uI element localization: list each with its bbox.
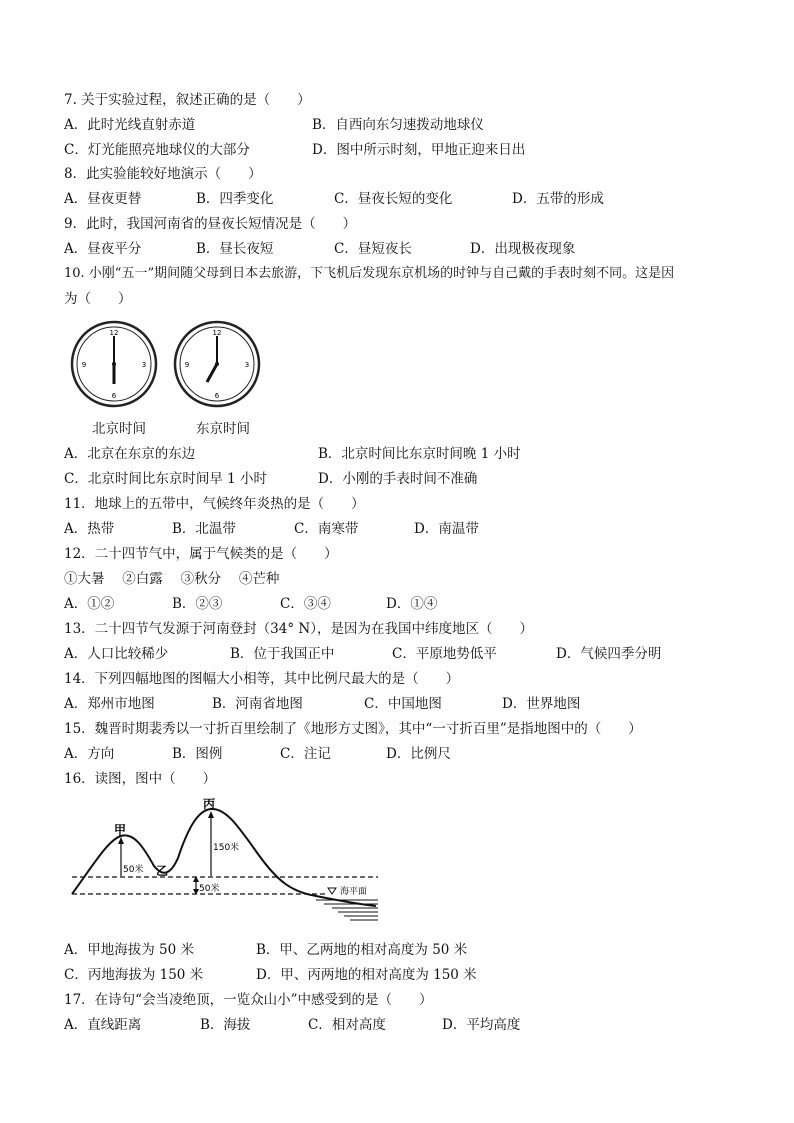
q10-option-a: A．北京在东京的东边 — [64, 446, 196, 462]
svg-text:6: 6 — [111, 392, 117, 400]
label-bing: 丙 — [203, 797, 216, 811]
q12-option-d: D．①④ — [386, 596, 438, 612]
q12-option-c: C．③④ — [280, 596, 331, 612]
clocks-figure — [70, 320, 265, 414]
q13-stem: 13．二十四节气发源于河南登封（34° N），是因为在我国中纬度地区（ ） — [64, 621, 533, 637]
q10-option-d: D．小刚的手表时间不准确 — [318, 471, 478, 487]
q15-option-a: A．方向 — [64, 746, 115, 762]
terrain-profile-diagram — [66, 796, 382, 930]
q8-option-c: C．昼夜长短的变化 — [334, 191, 453, 207]
tokyo-clock-icon — [175, 322, 259, 406]
q12-items: ①大暑 ②白露 ③秋分 ④芒种 — [64, 571, 280, 587]
q7-option-d: D．图中所示时刻，甲地正迎来日出 — [312, 142, 526, 158]
q8-option-a: A．昼夜更替 — [64, 191, 142, 207]
svg-text:6: 6 — [214, 392, 220, 400]
svg-text:12: 12 — [109, 329, 119, 337]
q14-option-c: C．中国地图 — [364, 696, 442, 712]
q7-option-a: A．此时光线直射赤道 — [64, 117, 196, 133]
q16-stem: 16．读图，图中（ ） — [64, 771, 217, 787]
q11-stem: 11．地球上的五带中，气候终年炎热的是（ ） — [64, 496, 365, 512]
beijing-time-label: 北京时间 — [92, 421, 146, 437]
svg-text:12: 12 — [212, 329, 222, 337]
q7-option-c: C．灯光能照亮地球仪的大部分 — [64, 142, 250, 158]
q14-option-d: D．世界地图 — [502, 696, 581, 712]
q12-stem: 12．二十四节气中，属于气候类的是（ ） — [64, 546, 338, 562]
sea-level-marker-icon — [328, 888, 336, 894]
q7-stem: 7. 关于实验过程，叙述正确的是（ ） — [64, 92, 311, 108]
q17-option-c: C．相对高度 — [308, 1017, 386, 1033]
q9-stem: 9．此时，我国河南省的昼夜长短情况是（ ） — [64, 216, 357, 232]
q15-option-d: D．比例尺 — [386, 746, 451, 762]
q7-option-b: B．自西向东匀速拨动地球仪 — [312, 117, 484, 133]
q11-option-d: D．南温带 — [414, 521, 479, 537]
tokyo-time-label: 东京时间 — [196, 421, 250, 437]
label-yi: 乙 — [156, 864, 169, 878]
q9-option-b: B．昼长夜短 — [196, 241, 274, 257]
q13-option-b: B．位于我国正中 — [230, 646, 335, 662]
q9-option-a: A．昼夜平分 — [64, 241, 142, 257]
q13-option-a: A．人口比较稀少 — [64, 646, 169, 662]
q8-option-d: D．五带的形成 — [512, 191, 604, 207]
q17-option-a: A．直线距离 — [64, 1017, 142, 1033]
q10-stem-line1: 10. 小刚“五一”期间随父母到日本去旅游，下飞机后发现东京机场的时钟与自己戴的手表时刻不同。这是因 — [64, 266, 675, 281]
q11-option-c: C．南寒带 — [294, 521, 359, 537]
q16-option-c: C．丙地海拔为 150 米 — [64, 967, 204, 983]
q8-stem: 8．此实验能较好地演示（ ） — [64, 166, 262, 182]
q10-option-c: C．北京时间比东京时间早 1 小时 — [64, 471, 268, 487]
q9-option-d: D．出现极夜现象 — [470, 241, 576, 257]
q14-option-a: A．郑州市地图 — [64, 696, 155, 712]
q11-option-b: B．北温带 — [172, 521, 236, 537]
q9-option-c: C．昼短夜长 — [334, 241, 412, 257]
q17-option-d: D．平均高度 — [442, 1017, 521, 1033]
q16-option-b: B．甲、乙两地的相对高度为 50 米 — [256, 942, 468, 958]
q14-stem: 14．下列四幅地图的图幅大小相等，其中比例尺最大的是（ ） — [64, 671, 460, 687]
q13-option-d: D．气候四季分明 — [556, 646, 662, 662]
q10-stem-line2: 为（ ） — [64, 291, 132, 307]
q13-option-c: C．平原地势低平 — [392, 646, 497, 662]
q10-option-b: B．北京时间比东京时间晚 1 小时 — [318, 446, 521, 462]
svg-text:9: 9 — [81, 361, 87, 369]
q17-stem: 17．在诗句“会当凌绝顶，一览众山小”中感受到的是（ ） — [64, 992, 433, 1008]
sea-water — [316, 900, 378, 920]
q16-option-d: D．甲、丙两地的相对高度为 150 米 — [256, 967, 477, 983]
q15-option-c: C．注记 — [280, 746, 331, 762]
q12-option-b: B．②③ — [172, 596, 223, 612]
svg-text:3: 3 — [141, 361, 147, 369]
label-150m: 150米 — [213, 843, 240, 853]
q17-option-b: B．海拔 — [200, 1017, 251, 1033]
label-sea-level: 海平面 — [340, 887, 368, 897]
q15-option-b: B．图例 — [172, 746, 223, 762]
q11-option-a: A．热带 — [64, 521, 115, 537]
q15-stem: 15．魏晋时期裴秀以一寸折百里绘制了《地形方丈图》，其中“一寸折百里”是指地图中的（ ） — [64, 721, 642, 737]
svg-text:9: 9 — [184, 361, 190, 369]
svg-text:3: 3 — [244, 361, 250, 369]
q12-option-a: A．①② — [64, 596, 115, 612]
q8-option-b: B．四季变化 — [196, 191, 274, 207]
label-50m-jia: 50米 — [123, 865, 144, 875]
q16-option-a: A．甲地海拔为 50 米 — [64, 942, 195, 958]
q14-option-b: B．河南省地图 — [212, 696, 303, 712]
beijing-clock-icon — [72, 322, 156, 406]
label-jia: 甲 — [114, 823, 127, 837]
label-50m-base: 50米 — [199, 884, 220, 894]
